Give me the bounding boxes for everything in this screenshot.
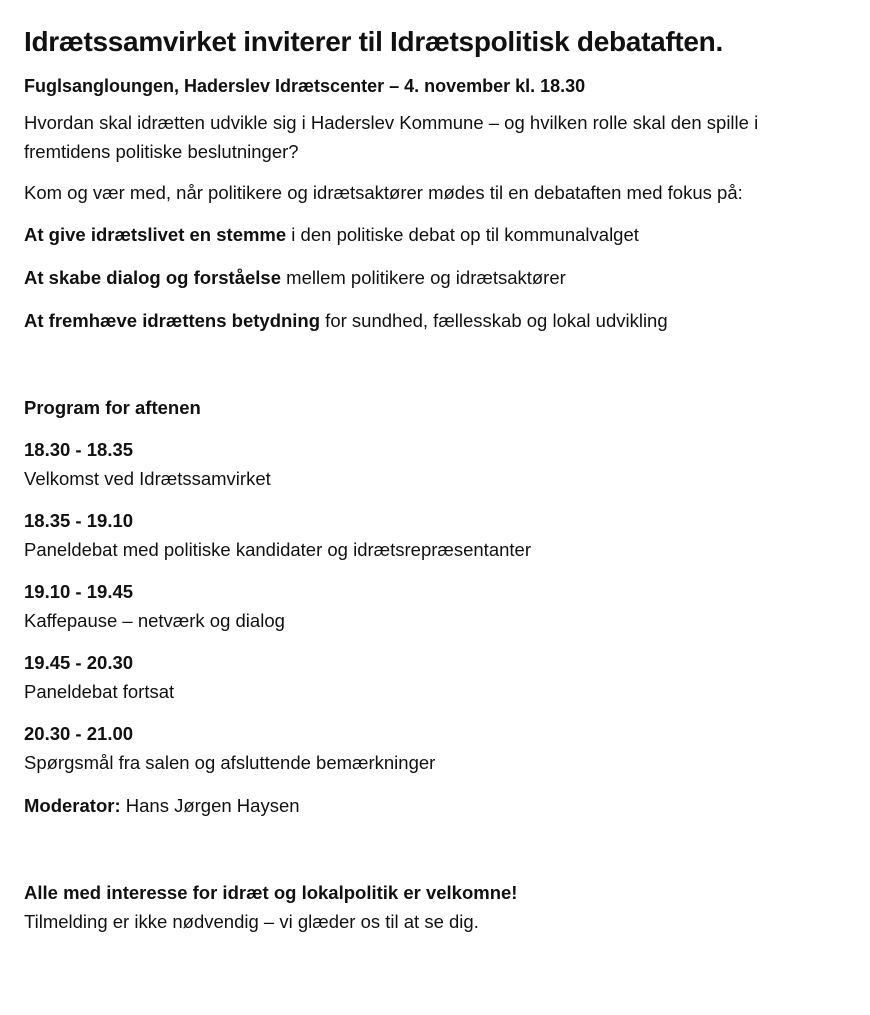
closing-text: Tilmelding er ikke nødvendig – vi glæder os til at se dig. bbox=[24, 911, 479, 932]
program-item-time: 18.35 - 19.10 bbox=[24, 510, 134, 531]
focus-point-text: mellem politikere og idrætsaktører bbox=[281, 267, 566, 288]
focus-point-bold: At skabe dialog og forståelse bbox=[24, 267, 282, 288]
focus-point-text: i den politiske debat op til kommunalvalget bbox=[286, 224, 639, 245]
program-item-description: Spørgsmål fra salen og afsluttende bemærkninger bbox=[24, 752, 436, 773]
intro-paragraph-2: Kom og vær med, når politikere og idrætsaktører mødes til en debataften med fokus på: bbox=[24, 182, 743, 203]
program-item bbox=[24, 578, 846, 635]
moderator-name: Hans Jørgen Haysen bbox=[120, 795, 300, 816]
moderator-line bbox=[24, 791, 846, 820]
program-item bbox=[24, 720, 846, 777]
program-item bbox=[24, 507, 846, 564]
closing-headline: Alle med interesse for idræt og lokalpolitik er velkomne! bbox=[24, 882, 518, 903]
page-title: Idrætssamvirket inviterer til Idrætspolitisk debataften. bbox=[24, 26, 723, 57]
program-item-time: 19.10 - 19.45 bbox=[24, 581, 134, 602]
moderator-label: Moderator: bbox=[24, 795, 121, 816]
focus-point-bold: At give idrætslivet en stemme bbox=[24, 224, 287, 245]
program-item bbox=[24, 649, 846, 706]
focus-point-2 bbox=[24, 263, 846, 292]
program-title: Program for aftenen bbox=[24, 397, 201, 418]
program-item-description: Kaffepause – netværk og dialog bbox=[24, 610, 285, 631]
focus-point-bold: At fremhæve idrættens betydning bbox=[24, 310, 321, 331]
intro-paragraph-1: Hvordan skal idrætten udvikle sig i Haderslev Kommune – og hvilken rolle skal den spille i fremtidens politiske beslutninger? bbox=[24, 112, 759, 162]
program-item-description: Velkomst ved Idrætssamvirket bbox=[24, 468, 271, 489]
focus-point-1 bbox=[24, 220, 846, 249]
program-item bbox=[24, 436, 846, 493]
program-item-time: 19.45 - 20.30 bbox=[24, 652, 134, 673]
focus-point-3 bbox=[24, 306, 846, 335]
program-item-time: 18.30 - 18.35 bbox=[24, 439, 134, 460]
program-item-description: Paneldebat med politiske kandidater og idrætsrepræsentanter bbox=[24, 539, 531, 560]
event-location-date: Fuglsangloungen, Haderslev Idrætscenter – 4. november kl. 18.30 bbox=[24, 76, 586, 96]
focus-point-text: for sundhed, fællesskab og lokal udvikling bbox=[320, 310, 668, 331]
program-item-time: 20.30 - 21.00 bbox=[24, 723, 134, 744]
program-item-description: Paneldebat fortsat bbox=[24, 681, 175, 702]
